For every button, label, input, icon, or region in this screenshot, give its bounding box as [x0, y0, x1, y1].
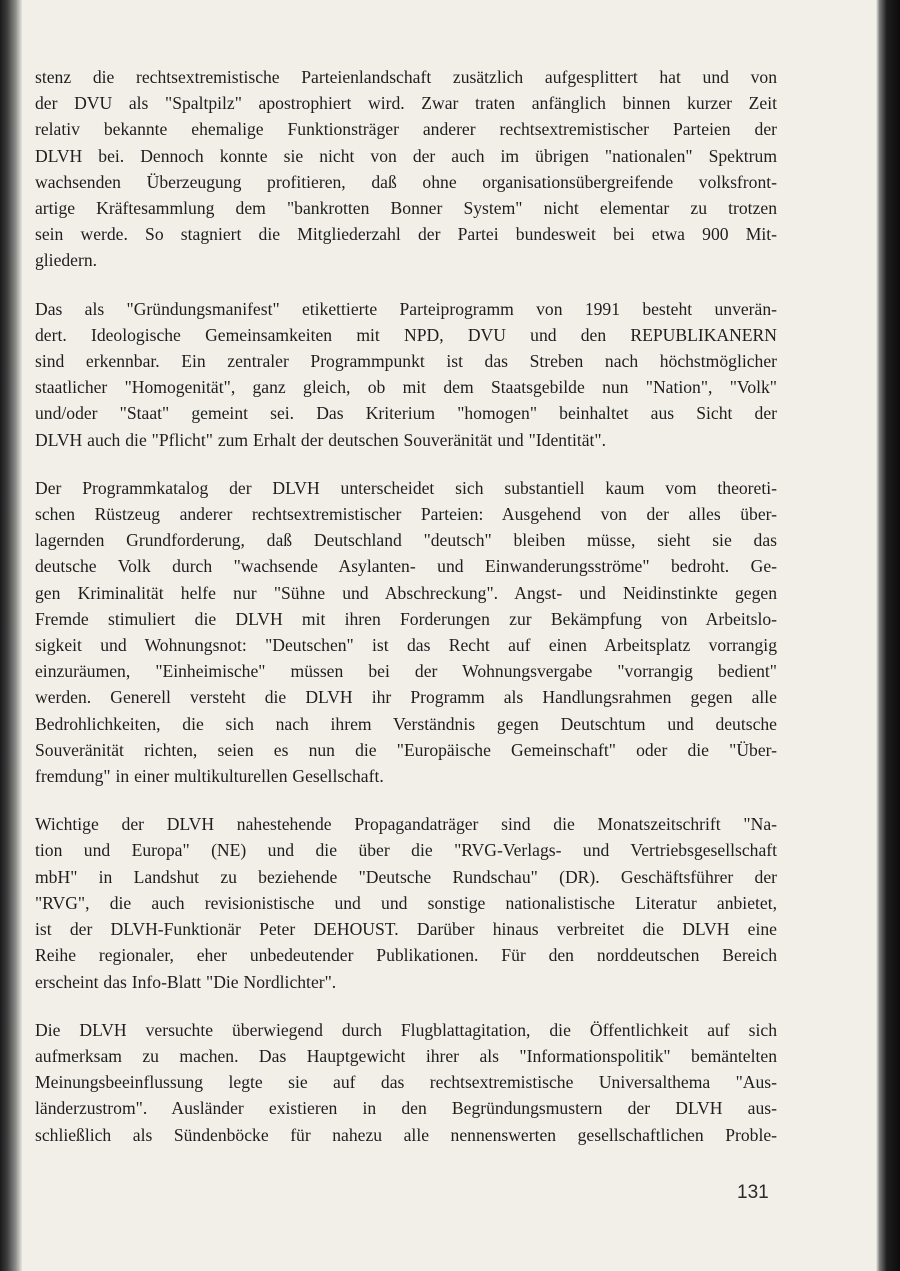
paragraph-program-catalog — [35, 475, 777, 789]
page-body — [35, 64, 777, 1170]
text-line: gliedern. — [35, 250, 98, 271]
text-line: Reihe regionaler, eher unbedeutender Publikationen. Für den norddeutschen Bereich — [35, 945, 777, 966]
text-line: mbH" in Landshut zu beziehende "Deutsche Rundschau" (DR). Geschäftsführer der — [35, 866, 777, 887]
text-line: schen Rüstzeug anderer rechtsextremistischer Parteien: Ausgehend von der alles über- — [35, 504, 777, 525]
paragraph-propaganda-publications — [35, 811, 777, 994]
text-line: länderzustrom". Ausländer existieren in den Begründungsmustern der DLVH aus- — [35, 1098, 777, 1119]
text-line: wachsenden Überzeugung profitieren, daß ohne organisationsübergreifende volksfront- — [35, 171, 777, 192]
text-line: Der Programmkatalog der DLVH unterscheidet sich substantiell kaum vom theoreti- — [35, 477, 777, 498]
text-line: ist der DLVH-Funktionär Peter DEHOUST. Darüber hinaus verbreitet die DLVH eine — [35, 919, 777, 940]
text-line: stenz die rechtsextremistische Parteienlandschaft zusätzlich aufgesplittert hat und von — [35, 67, 777, 87]
text-line: DLVH bei. Dennoch konnte sie nicht von der auch im übrigen "nationalen" Spektrum — [35, 145, 777, 166]
text-line: relativ bekannte ehemalige Funktionsträger anderer rechtsextremistischer Parteien der — [35, 119, 777, 140]
text-line: und/oder "Staat" gemeint sei. Das Kriterium "homogen" beinhaltet aus Sicht der — [35, 403, 777, 424]
paragraph-leaflet-agitation — [35, 1017, 777, 1148]
text-line: sein werde. So stagniert die Mitgliederzahl der Partei bundesweit bei etwa 900 Mit- — [35, 224, 777, 245]
text-line: sigkeit und Wohnungsnot: "Deutschen" ist das Recht auf einen Arbeitsplatz vorrangig — [35, 635, 777, 656]
text-line: Das als "Gründungsmanifest" etikettierte Parteiprogramm von 1991 besteht unverän- — [35, 298, 777, 319]
text-line: DLVH auch die "Pflicht" zum Erhalt der deutschen Souveränität und "Identität". — [35, 429, 607, 450]
text-line: aufmerksam zu machen. Das Hauptgewicht ihrer als "Informationspolitik" bemäntelten — [35, 1045, 777, 1066]
text-line: werden. Generell versteht die DLVH ihr Programm als Handlungsrahmen gegen alle — [35, 687, 777, 708]
text-line: Bedrohlichkeiten, die sich nach ihrem Verständnis gegen Deutschtum und deutsche — [35, 713, 777, 734]
text-line: schließlich als Sündenböcke für nahezu alle nennenswerten gesellschaftlichen Proble- — [35, 1124, 777, 1145]
page-gutter-shadow — [0, 0, 22, 1271]
text-line: Wichtige der DLVH nahestehende Propagandaträger sind die Monatszeitschrift "Na- — [35, 814, 777, 835]
text-line: Meinungsbeeinflussung legte sie auf das rechtsextremistische Universalthema "Aus- — [35, 1072, 777, 1093]
text-line: deutsche Volk durch "wachsende Asylanten- und Einwanderungsströme" bedroht. Ge- — [35, 556, 777, 577]
page-edge-shadow — [876, 0, 900, 1271]
text-line: Die DLVH versuchte überwiegend durch Flugblattagitation, die Öffentlichkeit auf sich — [35, 1019, 777, 1040]
text-line: erscheint das Info-Blatt "Die Nordlichter". — [35, 971, 337, 992]
page-number: 131 — [737, 1182, 769, 1203]
text-line: lagernden Grundforderung, daß Deutschland "deutsch" bleiben müsse, sieht sie das — [35, 530, 777, 551]
text-line: Souveränität richten, seien es nun die "Europäische Gemeinschaft" oder die "Über- — [35, 739, 777, 760]
text-line: sind erkennbar. Ein zentraler Programmpunkt ist das Streben nach höchstmöglicher — [35, 351, 777, 372]
text-line: gen Kriminalität helfe nur "Sühne und Abschreckung". Angst- und Neidinstinkte gegen — [35, 582, 777, 603]
text-line: fremdung" in einer multikulturellen Gesellschaft. — [35, 766, 384, 787]
text-line: artige Kräftesammlung dem "bankrotten Bonner System" nicht elementar zu trotzen — [35, 198, 777, 219]
text-line: staatlicher "Homogenität", ganz gleich, ob mit dem Staatsgebilde nun "Nation", "Volk" — [35, 377, 777, 398]
text-line: tion und Europa" (NE) und die über die "RVG-Verlags- und Vertriebsgesellschaft — [35, 840, 777, 861]
text-line: "RVG", die auch revisionistische und und sonstige nationalistische Literatur anbietet, — [35, 892, 777, 913]
paragraph-founding-manifesto — [35, 296, 777, 453]
text-line: Fremde stimuliert die DLVH mit ihren Forderungen zur Bekämpfung von Arbeitslo- — [35, 608, 777, 629]
paragraph-dlvh-fragmentation — [35, 64, 777, 274]
text-line: der DVU als "Spaltpilz" apostrophiert wird. Zwar traten anfänglich binnen kurzer Zeit — [35, 93, 777, 114]
text-line: einzuräumen, "Einheimische" müssen bei der Wohnungsvergabe "vorrangig bedient" — [35, 661, 777, 682]
text-line: dert. Ideologische Gemeinsamkeiten mit NPD, DVU und den REPUBLIKANERN — [35, 324, 777, 345]
